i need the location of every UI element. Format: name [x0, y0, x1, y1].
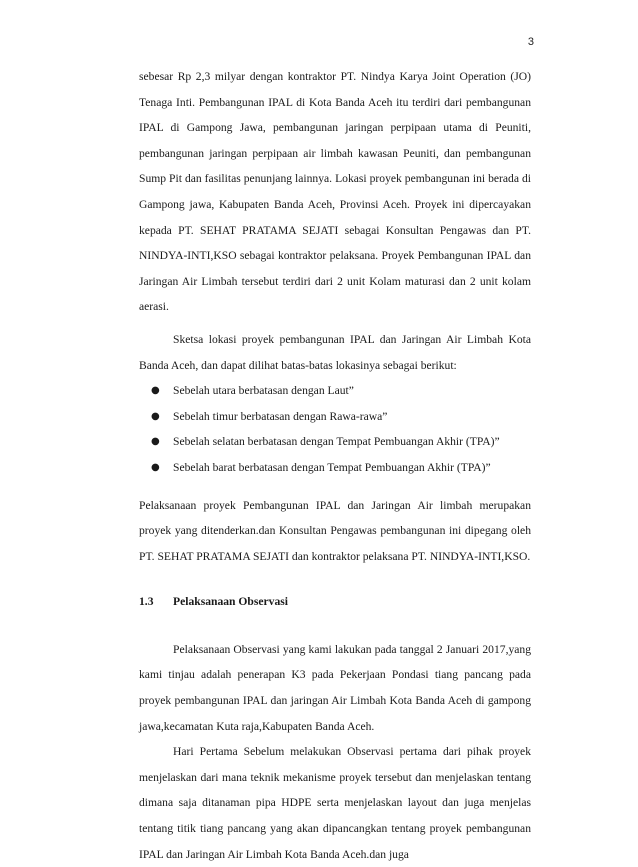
boundary-list [139, 378, 531, 480]
section-title: Pelaksanaan Observasi [173, 595, 288, 609]
list-item-text: Sebelah timur berbatasan dengan Rawa-rawa” [173, 409, 388, 423]
paragraph-first-day: Hari Pertama Sebelum melakukan Observasi pertama dari pihak proyek menjelaskan dari mana teknik mekanisme proyek tersebut dan menjelaskan tentang dimana saja ditanaman pipa HDPE serta menjelaskan layout dan juga menjelas tentang titik tiang pancang yang akan dipancangkan tentang proyek pembangunan IPAL dan Jaringan Air Limbah Kota Banda Aceh.dan juga [139, 745, 531, 861]
paragraph-sketch: Sketsa lokasi proyek pembangunan IPAL dan Jaringan Air Limbah Kota Banda Aceh, dan dapat dilihat batas-batas lokasinya sebagai berikut: [139, 332, 531, 372]
list-item-text: Sebelah barat berbatasan dengan Tempat Pembuangan Akhir (TPA)” [173, 460, 491, 474]
list-item [139, 455, 531, 481]
bullet-icon: ● [151, 385, 160, 397]
bullet-icon: ● [151, 436, 160, 448]
section-heading [139, 589, 531, 615]
list-item [139, 429, 531, 455]
page-content [139, 64, 531, 867]
list-item-text: Sebelah utara berbatasan dengan Laut” [173, 384, 354, 398]
list-item-text: Sebelah selatan berbatasan dengan Tempat Pembuangan Akhir (TPA)” [173, 435, 500, 449]
page-number: 3 [527, 36, 534, 48]
list-item [139, 404, 531, 430]
paragraph-execution: Pelaksanaan proyek Pembangunan IPAL dan Jaringan Air limbah merupakan proyek yang ditenderkan.dan Konsultan Pengawas pembangunan ini dipegang oleh PT. SEHAT PRATAMA SEJATI dan kontraktor pelaksana PT. NINDYA-INTI,KSO. [139, 498, 531, 563]
bullet-icon: ● [151, 461, 160, 473]
paragraph-observation: Pelaksanaan Observasi yang kami lakukan pada tanggal 2 Januari 2017,yang kami tinjau adalah penerapan K3 pada Pekerjaan Pondasi tiang pancang pada proyek pembangunan IPAL dan jaringan Air Limbah Kota Banda Aceh di gampong jawa,kecamatan Kuta raja,Kabupaten Banda Aceh. [139, 642, 531, 733]
paragraph-intro: sebesar Rp 2,3 milyar dengan kontraktor PT. Nindya Karya Joint Operation (JO) Tenaga Inti. Pembangunan IPAL di Kota Banda Aceh itu terdiri dari pembangunan IPAL di Gampong Jawa, pembangunan jaringan perpipaan utama di Peuniti, pembangunan jaringan perpipaan air limbah kawasan Peuniti, dan pembangunan Sump Pit dan fasilitas penunjang lainnya. Lokasi proyek pembangunan ini berada di Gampong jawa, Kabupaten Banda Aceh, Provinsi Aceh. Proyek ini dipercayakan kepada PT. SEHAT PRATAMA SEJATI sebagai Konsultan Pengawas dan PT. NINDYA-INTI,KSO sebagai kontraktor pelaksana. Proyek Pembangunan IPAL dan Jaringan Air Limbah tersebut terdiri dari 2 unit Kolam maturasi dan 2 unit kolam aerasi. [139, 70, 531, 314]
section-number: 1.3 [139, 595, 154, 609]
list-item [139, 378, 531, 404]
bullet-icon: ● [151, 410, 160, 422]
